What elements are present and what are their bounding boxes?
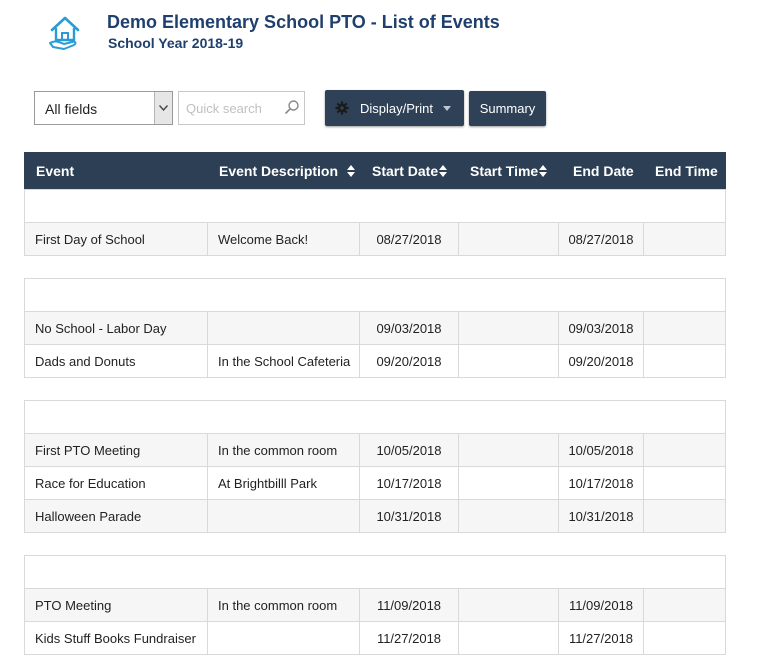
cell-start-time: [459, 589, 559, 621]
table-row[interactable]: [25, 433, 725, 466]
event-group: [24, 400, 726, 533]
cell-event: PTO Meeting: [25, 589, 208, 621]
cell-start-time: [459, 312, 559, 344]
table-row[interactable]: [25, 222, 725, 255]
cell-description: [208, 500, 360, 532]
page-subtitle: School Year 2018-19: [108, 35, 244, 51]
cell-end-date: 09/03/2018: [559, 312, 644, 344]
cell-start-time: [459, 622, 559, 654]
group-header: [25, 555, 725, 588]
column-header-end-date[interactable]: End Date: [573, 163, 634, 179]
cell-end-time: [644, 223, 725, 255]
cell-end-time: [644, 589, 725, 621]
table-row[interactable]: [25, 621, 725, 654]
column-header-event-description[interactable]: Event Description: [219, 163, 356, 179]
cell-end-date: 10/17/2018: [559, 467, 644, 499]
cell-start-date: 10/05/2018: [360, 434, 459, 466]
cell-start-time: [459, 345, 559, 377]
cell-end-time: [644, 434, 725, 466]
cell-description: In the common room: [208, 434, 360, 466]
cell-end-time: [644, 500, 725, 532]
column-header-start-time[interactable]: Start Time: [470, 163, 548, 179]
cell-start-date: 10/31/2018: [360, 500, 459, 532]
search-icon[interactable]: [284, 99, 300, 115]
cell-description: In the common room: [208, 589, 360, 621]
cell-start-date: 09/03/2018: [360, 312, 459, 344]
cell-event: Halloween Parade: [25, 500, 208, 532]
display-print-label: Display/Print: [360, 100, 433, 116]
search-input[interactable]: [178, 91, 305, 125]
cell-end-time: [644, 467, 725, 499]
cell-description: [208, 622, 360, 654]
group-header: [25, 189, 725, 222]
cell-start-date: 11/27/2018: [360, 622, 459, 654]
display-print-button[interactable]: [325, 90, 464, 126]
cell-description: Welcome Back!: [208, 223, 360, 255]
cell-description: [208, 312, 360, 344]
table-row[interactable]: [25, 588, 725, 621]
event-group: [24, 278, 726, 378]
cell-start-time: [459, 223, 559, 255]
summary-button[interactable]: Summary: [469, 91, 546, 126]
table-header: [24, 152, 726, 190]
cell-start-date: 08/27/2018: [360, 223, 459, 255]
field-select-value: All fields: [45, 101, 98, 117]
cell-event: First Day of School: [25, 223, 208, 255]
cell-start-date: 11/09/2018: [360, 589, 459, 621]
table-row[interactable]: [25, 499, 725, 532]
sort-icon: [347, 165, 356, 177]
cell-start-time: [459, 500, 559, 532]
cell-end-date: 10/31/2018: [559, 500, 644, 532]
house-hand-icon: [47, 13, 83, 53]
cell-end-time: [644, 345, 725, 377]
cell-event: First PTO Meeting: [25, 434, 208, 466]
cell-event: Race for Education: [25, 467, 208, 499]
cell-end-date: 09/20/2018: [559, 345, 644, 377]
cell-description: At Brightbilll Park: [208, 467, 360, 499]
cell-end-date: 08/27/2018: [559, 223, 644, 255]
cell-end-time: [644, 622, 725, 654]
table-row[interactable]: [25, 311, 725, 344]
column-header-event[interactable]: Event: [36, 163, 75, 179]
search-placeholder: Quick search: [186, 101, 262, 116]
page-title: Demo Elementary School PTO - List of Events: [107, 12, 500, 32]
cell-event: No School - Labor Day: [25, 312, 208, 344]
cell-end-time: [644, 312, 725, 344]
caret-down-icon: [443, 106, 451, 111]
cell-end-date: 10/05/2018: [559, 434, 644, 466]
group-header: [25, 278, 725, 311]
cell-start-date: 09/20/2018: [360, 345, 459, 377]
cell-start-time: [459, 434, 559, 466]
cell-start-time: [459, 467, 559, 499]
gear-icon: [335, 101, 349, 115]
sort-icon: [539, 165, 548, 177]
cell-description: In the School Cafeteria: [208, 345, 360, 377]
event-group: [24, 189, 726, 256]
table-row[interactable]: [25, 344, 725, 377]
cell-event: Kids Stuff Books Fundraiser: [25, 622, 208, 654]
field-select[interactable]: [34, 91, 173, 125]
table-row[interactable]: [25, 466, 725, 499]
chevron-down-icon[interactable]: [154, 92, 172, 124]
cell-start-date: 10/17/2018: [360, 467, 459, 499]
column-header-end-time[interactable]: End Time: [655, 163, 718, 179]
event-group: [24, 555, 726, 655]
cell-event: Dads and Donuts: [25, 345, 208, 377]
column-header-start-date[interactable]: Start Date: [372, 163, 448, 179]
cell-end-date: 11/09/2018: [559, 589, 644, 621]
cell-end-date: 11/27/2018: [559, 622, 644, 654]
sort-icon: [439, 165, 448, 177]
group-header: [25, 400, 725, 433]
